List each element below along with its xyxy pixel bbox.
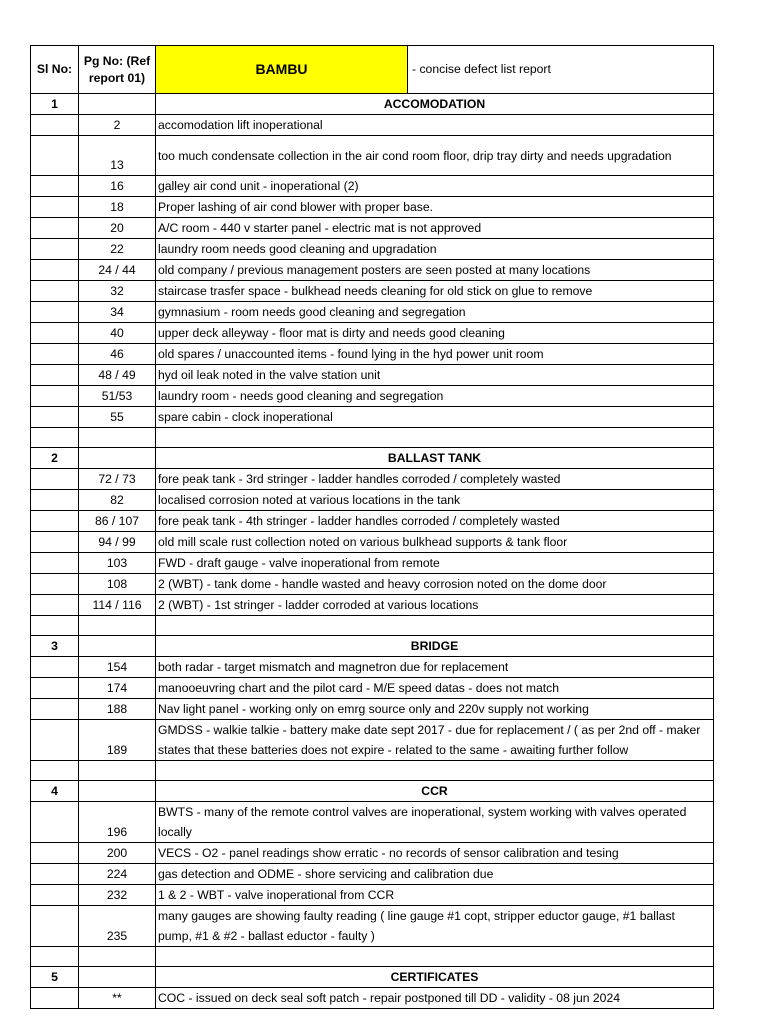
empty-cell [31,595,79,616]
defect-row [31,281,714,302]
empty-cell [79,636,156,657]
empty-cell [79,967,156,988]
page-ref: 34 [79,302,156,323]
defect-description: 2 (WBT) - tank dome - handle wasted and heavy corrosion noted on the dome door [156,574,714,595]
empty-cell [31,365,79,386]
page-ref: 16 [79,176,156,197]
section-title: CCR [156,781,714,802]
header-row [31,46,714,94]
defect-description: both radar - target mismatch and magnetron due for replacement [156,657,714,678]
empty-cell [31,720,79,761]
defect-row [31,407,714,428]
page-ref: 154 [79,657,156,678]
empty-cell [31,574,79,595]
defect-description: laundry room needs good cleaning and upgradation [156,239,714,260]
defect-description: upper deck alleyway - floor mat is dirty and needs good cleaning [156,323,714,344]
page-ref: 48 / 49 [79,365,156,386]
empty-cell [31,657,79,678]
empty-cell [31,947,79,967]
page-ref: 13 [79,136,156,176]
page-ref: 196 [79,802,156,843]
defect-description: Nav light panel - working only on emrg source only and 220v supply not working [156,699,714,720]
empty-cell [31,197,79,218]
page-no-header: Pg No: (Ref report 01) [79,46,156,94]
defect-row [31,843,714,864]
empty-cell [31,843,79,864]
defect-row [31,344,714,365]
defect-row [31,176,714,197]
blank-row [31,616,714,636]
defect-row [31,595,714,616]
empty-cell [31,386,79,407]
page-ref: 2 [79,115,156,136]
defect-description: 2 (WBT) - 1st stringer - ladder corroded at various locations [156,595,714,616]
defect-description: fore peak tank - 4th stringer - ladder handles corroded / completely wasted [156,511,714,532]
empty-cell [31,136,79,176]
section-title: ACCOMODATION [156,94,714,115]
section-number: 3 [31,636,79,657]
empty-cell [31,469,79,490]
defect-row [31,699,714,720]
page-ref: 24 / 44 [79,260,156,281]
empty-cell [156,616,714,636]
empty-cell [156,761,714,781]
empty-cell [31,407,79,428]
defect-description: COC - issued on deck seal soft patch - repair postponed till DD - validity - 08 jun 2024 [156,988,714,1009]
page-ref: 32 [79,281,156,302]
defect-row [31,386,714,407]
defect-row [31,511,714,532]
defect-row [31,323,714,344]
defect-row [31,197,714,218]
page-ref: 82 [79,490,156,511]
page-ref: 188 [79,699,156,720]
section-header-row [31,448,714,469]
empty-cell [31,553,79,574]
empty-cell [31,281,79,302]
page-ref: 114 / 116 [79,595,156,616]
section-header-row [31,967,714,988]
page-ref: 72 / 73 [79,469,156,490]
empty-cell [31,344,79,365]
defect-description: 1 & 2 - WBT - valve inoperational from CCR [156,885,714,906]
page-ref: 86 / 107 [79,511,156,532]
page-ref: 18 [79,197,156,218]
defect-list-sheet [30,45,713,1009]
empty-cell [31,532,79,553]
page-ref: 55 [79,407,156,428]
empty-cell [31,176,79,197]
empty-cell [79,448,156,469]
defect-row [31,218,714,239]
empty-cell [79,428,156,448]
page-ref: 235 [79,906,156,947]
section-title: BALLAST TANK [156,448,714,469]
empty-cell [79,947,156,967]
section-number: 4 [31,781,79,802]
defect-row [31,532,714,553]
blank-row [31,761,714,781]
empty-cell [156,947,714,967]
defect-description: fore peak tank - 3rd stringer - ladder handles corroded / completely wasted [156,469,714,490]
defect-description: VECS - O2 - panel readings show erratic - no records of sensor calibration and tesing [156,843,714,864]
defect-row [31,469,714,490]
defect-row [31,906,714,947]
page-ref: ** [79,988,156,1009]
section-title: BRIDGE [156,636,714,657]
page-ref: 108 [79,574,156,595]
defect-description: Proper lashing of air cond blower with proper base. [156,197,714,218]
empty-cell [79,781,156,802]
page-ref: 94 / 99 [79,532,156,553]
empty-cell [31,988,79,1009]
defect-description: gas detection and ODME - shore servicing and calibration due [156,864,714,885]
empty-cell [31,511,79,532]
empty-cell [79,761,156,781]
defect-row [31,553,714,574]
defect-description: too much condensate collection in the air cond room floor, drip tray dirty and needs upgradation [156,136,714,176]
defect-row [31,490,714,511]
empty-cell [31,802,79,843]
empty-cell [31,239,79,260]
defect-description: old mill scale rust collection noted on various bulkhead supports & tank floor [156,532,714,553]
empty-cell [31,906,79,947]
page-ref: 224 [79,864,156,885]
empty-cell [31,490,79,511]
empty-cell [31,864,79,885]
empty-cell [31,699,79,720]
page-ref: 40 [79,323,156,344]
report-subtitle: - concise defect list report [408,46,714,94]
empty-cell [31,616,79,636]
section-title: CERTIFICATES [156,967,714,988]
empty-cell [79,94,156,115]
section-number: 5 [31,967,79,988]
empty-cell [156,428,714,448]
defect-row [31,302,714,323]
empty-cell [31,260,79,281]
blank-row [31,428,714,448]
defect-description: galley air cond unit - inoperational (2) [156,176,714,197]
blank-row [31,947,714,967]
defect-description: accomodation lift inoperational [156,115,714,136]
defect-row [31,720,714,761]
section-header-row [31,94,714,115]
section-header-row [31,636,714,657]
page-ref: 20 [79,218,156,239]
defect-description: A/C room - 440 v starter panel - electric mat is not approved [156,218,714,239]
empty-cell [31,761,79,781]
defect-list-table [30,45,714,1009]
defect-description: GMDSS - walkie talkie - battery make date sept 2017 - due for replacement / ( as per 2nd off - maker states that these batteries does not expire - related to the same - awaiting further follow [156,720,714,761]
defect-description: old spares / unaccounted items - found lying in the hyd power unit room [156,344,714,365]
defect-row [31,260,714,281]
page-ref: 46 [79,344,156,365]
defect-row [31,657,714,678]
empty-cell [79,616,156,636]
defect-row [31,988,714,1009]
section-header-row [31,781,714,802]
defect-row [31,136,714,176]
defect-description: FWD - draft gauge - valve inoperational from remote [156,553,714,574]
defect-description: manooeuvring chart and the pilot card - M/E speed datas - does not match [156,678,714,699]
defect-description: gymnasium - room needs good cleaning and segregation [156,302,714,323]
defect-description: localised corrosion noted at various locations in the tank [156,490,714,511]
defect-row [31,239,714,260]
page-ref: 189 [79,720,156,761]
page-ref: 174 [79,678,156,699]
defect-description: old company / previous management posters are seen posted at many locations [156,260,714,281]
defect-description: laundry room - needs good cleaning and segregation [156,386,714,407]
sl-no-header: Sl No: [31,46,79,94]
defect-row [31,115,714,136]
defect-row [31,574,714,595]
defect-row [31,885,714,906]
page-ref: 103 [79,553,156,574]
empty-cell [31,302,79,323]
defect-description: spare cabin - clock inoperational [156,407,714,428]
vessel-name-cell: BAMBU [156,46,408,94]
empty-cell [31,885,79,906]
empty-cell [31,218,79,239]
page-ref: 51/53 [79,386,156,407]
page-ref: 22 [79,239,156,260]
defect-row [31,864,714,885]
empty-cell [31,323,79,344]
defect-description: BWTS - many of the remote control valves are inoperational, system working with valves operated locally [156,802,714,843]
page-ref: 200 [79,843,156,864]
empty-cell [31,678,79,699]
section-number: 1 [31,94,79,115]
defect-row [31,365,714,386]
defect-row [31,678,714,699]
empty-cell [31,428,79,448]
defect-row [31,802,714,843]
empty-cell [31,115,79,136]
defect-description: staircase trasfer space - bulkhead needs cleaning for old stick on glue to remove [156,281,714,302]
defect-description: many gauges are showing faulty reading ( line gauge #1 copt, stripper eductor gauge, #1 ballast pump, #1 & #2 - ballast eductor - faulty ) [156,906,714,947]
section-number: 2 [31,448,79,469]
defect-description: hyd oil leak noted in the valve station unit [156,365,714,386]
page-ref: 232 [79,885,156,906]
